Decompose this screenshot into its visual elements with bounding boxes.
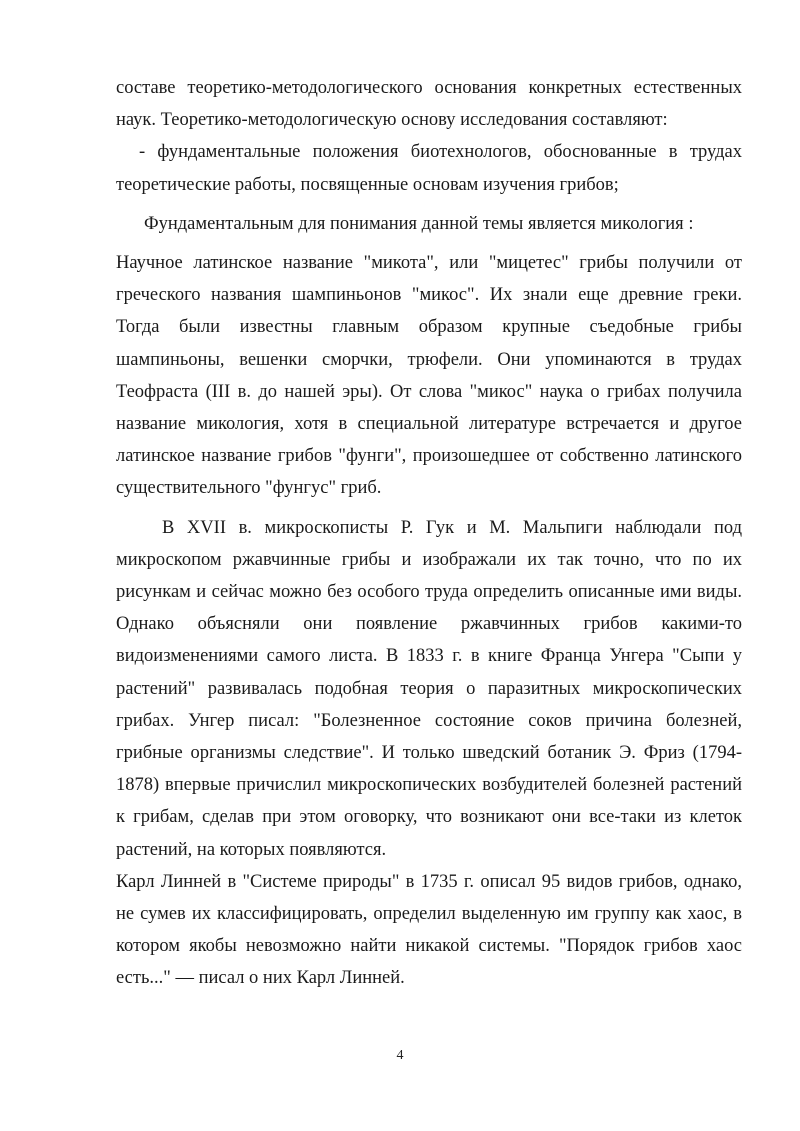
- paragraph-linnaeus: Карл Линней в "Системе природы" в 1735 г. описал 95 видов грибов, однако, не сумев их классифицировать, определил выделенную им группу как хаос, в котором якобы невозможно найти никакой системы. "Порядок грибов хаос есть..." — писал о них Карл Линней.: [116, 871, 742, 989]
- paragraph-microscopists: В XVII в. микроскописты Р. Гук и М. Мальпиги наблюдали под микроскопом ржавчинные грибы и изображали их так точно, что по их рисункам и сейчас можно без особого труда определить описанные ими виды. Однако объясняли они появление ржавчинных грибов какими-то видоизменениями самого листа. В 1833 г. в книге Франца Унгера "Сыпи у растений" развивалась подобная теория о паразитных микроскопических грибах. Унгер писал: "Болезненное состояние соков причина болезней, грибные организмы следствие". И только шведский ботаник Э. Фриз (1794-1878) впервые причислил микроскопических возбудителей болезней растений к грибам, сделав при этом оговорку, что возникают они все-таки из клеток растений, на которых появляются.: [116, 517, 742, 860]
- paragraph-methodology-continuation: составе теоретико-методологического основания конкретных естественных наук. Теоретико-методологическую основу исследования составляют:: [116, 78, 742, 131]
- paragraph-latin-name: Научное латинское название "микота", или "мицетес" грибы получили от греческого названия шампиньонов "микос". Их знали еще древние греки. Тогда были известны главным образом крупные съедобные грибы шампиньоны, вешенки сморчки, трюфели. Они упоминаются в трудах Теофраста (III в. до нашей эры). От слова "микос" наука о грибах получила название микология, хотя в специальной литературе встречается и другое латинское название грибов "фунги", произошедшее от собственно латинского существительного "фунгус" гриб.: [116, 253, 742, 499]
- paragraph-fundamental-positions: - фундаментальные положения биотехнологов, обоснованные в трудах теоретические работы, посвященные основам изучения грибов;: [116, 142, 742, 195]
- paragraph-mycology-intro: Фундаментальным для понимания данной темы является микология :: [144, 213, 694, 234]
- body-text: [116, 72, 742, 995]
- page-number: 4: [396, 1048, 404, 1063]
